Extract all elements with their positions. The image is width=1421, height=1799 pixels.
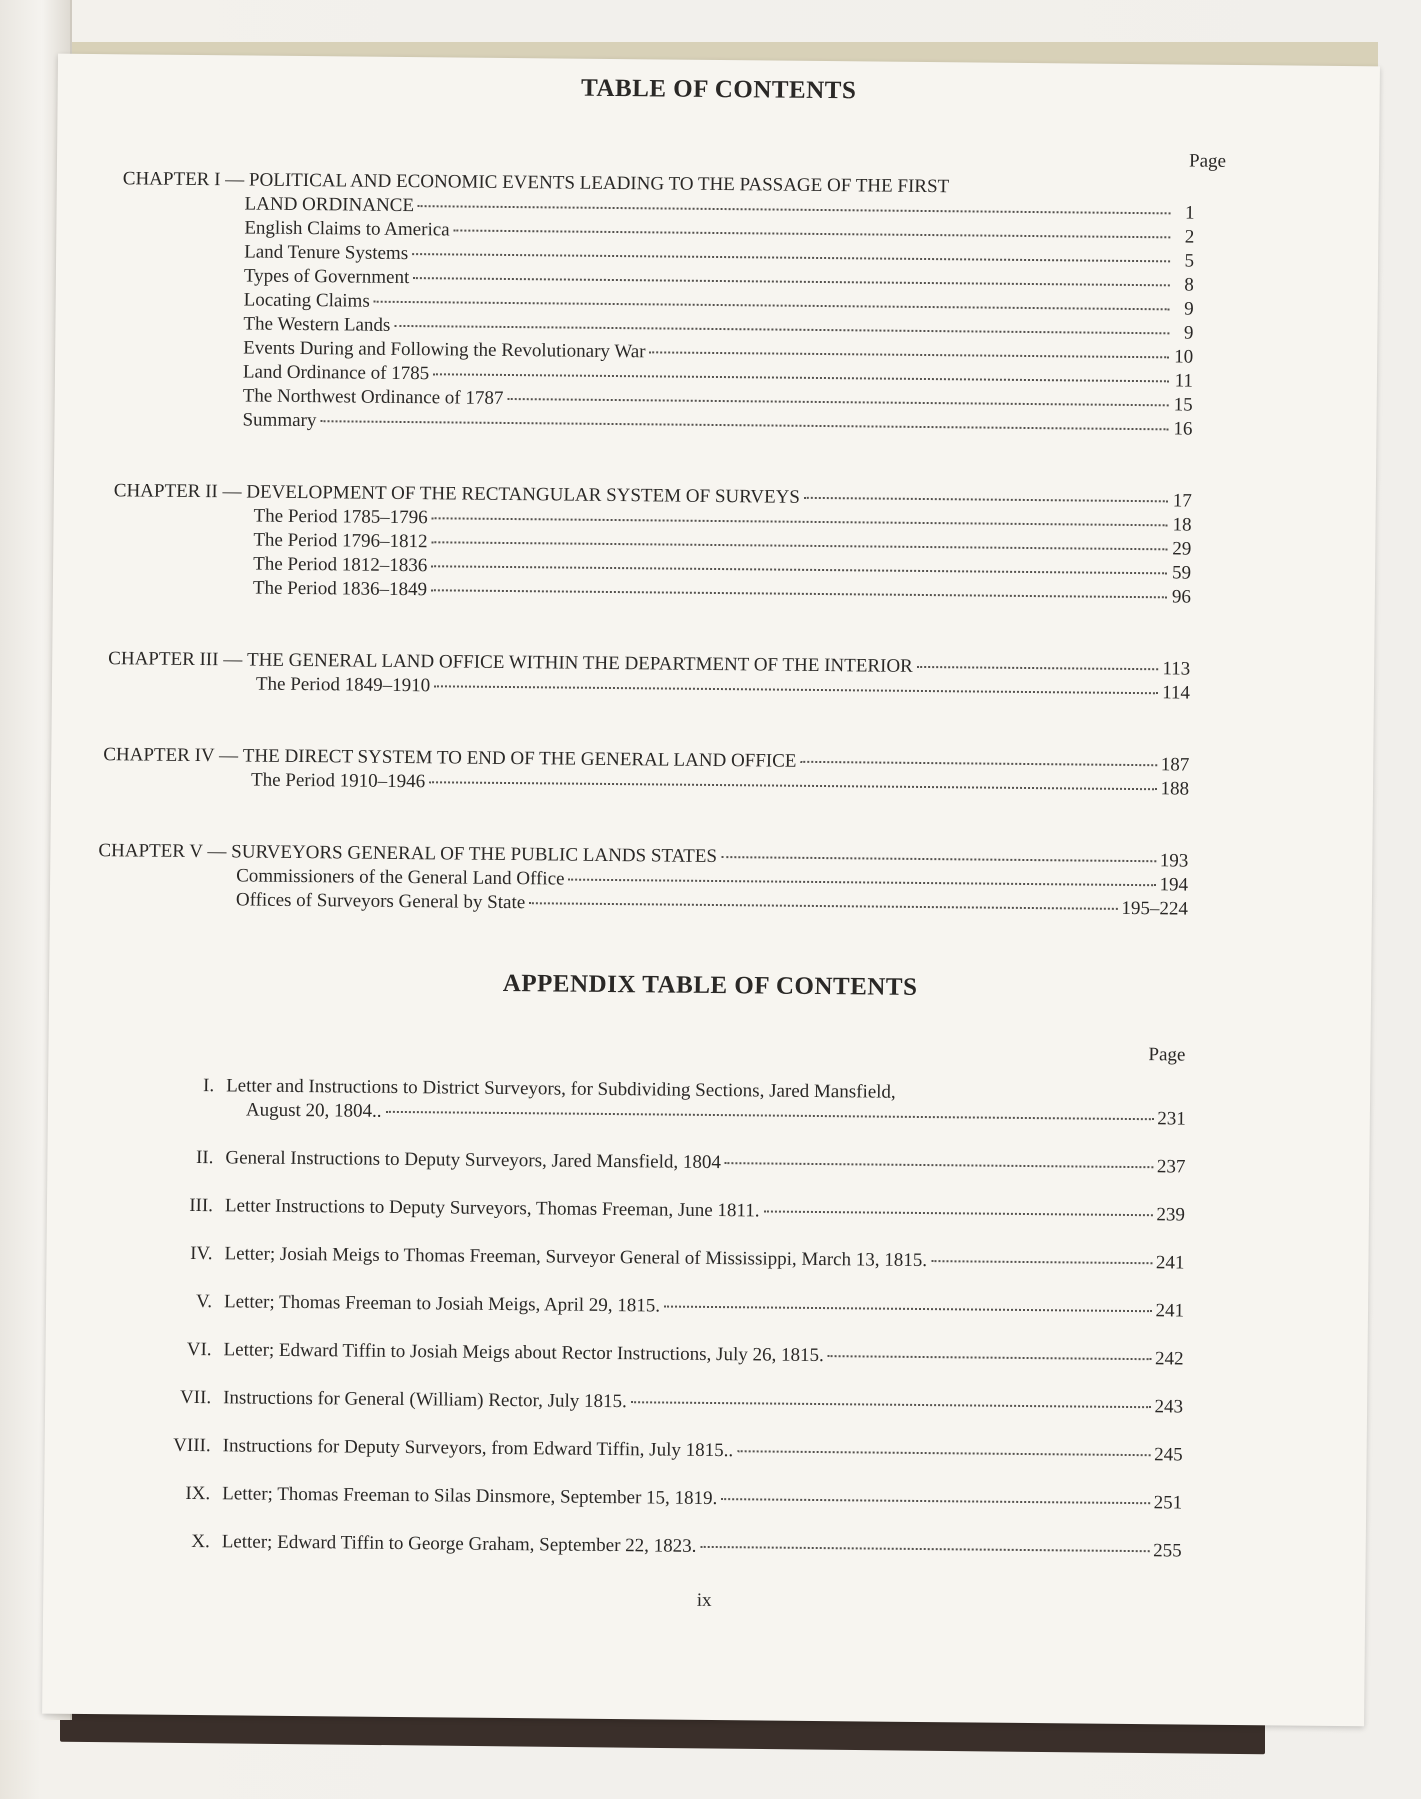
page-number: 242 — [1154, 1348, 1184, 1370]
page-number: 1 — [1184, 202, 1195, 224]
leader-dots — [432, 541, 1168, 550]
appendix-entry-title-continued: August 20, 1804.. — [245, 1099, 382, 1122]
leader-dots — [374, 301, 1170, 311]
section-title: Locating Claims — [243, 289, 370, 312]
appendix-entry-title: General Instructions to Deputy Surveyors, Jared Mansfield, 1804 — [225, 1147, 722, 1174]
roman-numeral: I. — [202, 1075, 215, 1097]
leader-dots — [431, 589, 1167, 598]
section-title: Land Tenure Systems — [244, 241, 409, 265]
page-number: 113 — [1162, 658, 1191, 680]
leader-dots — [800, 761, 1156, 766]
page-number: 241 — [1155, 1252, 1185, 1274]
leader-dots — [725, 1162, 1153, 1168]
chapter-label: CHAPTER IV — — [103, 744, 239, 767]
page-number: 114 — [1162, 682, 1191, 704]
roman-numeral: IV. — [190, 1242, 213, 1265]
appendix-entry-title: Letter; Thomas Freeman to Josiah Meigs, April 29, 1815. — [223, 1291, 661, 1317]
leader-dots — [433, 373, 1169, 382]
page-number: 15 — [1173, 394, 1193, 416]
section-title: English Claims to America — [244, 217, 450, 241]
appendix-entry — [111, 1434, 1183, 1466]
page-number: 194 — [1159, 874, 1189, 896]
appendix-entry-title: Letter Instructions to Deputy Surveyors, Thomas Freeman, June 1811. — [224, 1195, 760, 1222]
toc-title: TABLE OF CONTENTS — [580, 74, 857, 105]
appendix-entry — [114, 1074, 1186, 1130]
page-number: 8 — [1184, 274, 1194, 296]
leader-dots — [828, 1355, 1151, 1360]
leader-dots — [931, 1260, 1152, 1264]
chapter-label: CHAPTER III — — [108, 648, 243, 671]
page-number: 9 — [1183, 322, 1194, 344]
page-number: 16 — [1173, 418, 1193, 440]
section-title: The Western Lands — [243, 313, 391, 336]
appendix-entry-title: Letter; Thomas Freeman to Silas Dinsmore, September 15, 1819. — [222, 1483, 718, 1510]
page-number: 241 — [1155, 1300, 1185, 1322]
leader-dots — [721, 856, 1156, 862]
chapter-label: CHAPTER II — — [113, 480, 242, 503]
page-number: 243 — [1154, 1396, 1184, 1418]
leader-dots — [432, 517, 1168, 526]
roman-numeral: III. — [189, 1194, 214, 1217]
appendix-entry — [112, 1242, 1184, 1274]
roman-numeral: VII. — [179, 1386, 212, 1409]
leader-dots — [917, 666, 1159, 670]
page-folio: ix — [696, 1589, 712, 1611]
leader-dots — [434, 685, 1158, 694]
page-number: 237 — [1156, 1156, 1186, 1178]
page-number: 188 — [1160, 778, 1190, 800]
appendix-entry-title: Letter; Edward Tiffin to George Graham, September 22, 1823. — [221, 1531, 697, 1557]
appendix-entry — [111, 1338, 1183, 1370]
leader-dots — [386, 1111, 1154, 1120]
section-title: The Period 1849–1910 — [255, 673, 431, 697]
leader-dots — [412, 253, 1170, 262]
appendix-entry-title: Letter; Edward Tiffin to Josiah Meigs about Rector Instructions, July 26, 1815. — [223, 1339, 824, 1367]
chapter-title: THE GENERAL LAND OFFICE WITHIN THE DEPARTMENT OF THE INTERIOR — [246, 649, 913, 677]
chapter-title: DEVELOPMENT OF THE RECTANGULAR SYSTEM OF SURVEYS — [246, 481, 801, 508]
section-title: The Period 1812–1836 — [253, 553, 428, 577]
roman-numeral: II. — [195, 1147, 214, 1169]
page-number: 10 — [1174, 346, 1194, 368]
section-title: Types of Government — [243, 265, 410, 289]
page-number: 96 — [1171, 586, 1191, 608]
page-number: 231 — [1157, 1108, 1186, 1130]
appendix-entry — [113, 1146, 1185, 1178]
section-title: The Period 1836–1849 — [252, 577, 428, 601]
appendix-entry-title: Letter; Josiah Meigs to Thomas Freeman, Surveyor General of Mississippi, March 13, 1815. — [224, 1243, 928, 1272]
section-title: Land Ordinance of 1785 — [242, 361, 430, 385]
leader-dots — [721, 1498, 1149, 1504]
appendix-entry-title: Instructions for Deputy Surveyors, from Edward Tiffin, July 1815.. — [222, 1435, 734, 1462]
page-number: 255 — [1153, 1540, 1182, 1562]
page-number: 5 — [1184, 250, 1195, 272]
page-number: 187 — [1160, 754, 1190, 776]
chapter-title-continued: LAND ORDINANCE — [244, 193, 415, 217]
section-title: The Northwest Ordinance of 1787 — [242, 385, 504, 409]
leader-dots — [529, 902, 1117, 910]
chapter-title: SURVEYORS GENERAL OF THE PUBLIC LANDS STATES — [231, 841, 718, 868]
appendix-entry-line — [246, 1100, 1186, 1131]
toc-page-label: Page — [1188, 150, 1227, 172]
leader-dots — [507, 398, 1168, 406]
appendix-entry-title: Letter and Instructions to District Surveyors, for Subdividing Sections, Jared Mansfield, — [226, 1075, 896, 1103]
section-title: The Period 1910–1946 — [250, 769, 426, 793]
page-number: 18 — [1172, 514, 1192, 536]
roman-numeral: VI. — [186, 1338, 212, 1361]
leader-dots — [394, 325, 1169, 334]
appendix-entry — [113, 1194, 1185, 1226]
page-number: 11 — [1174, 370, 1194, 392]
page-number: 17 — [1172, 490, 1192, 512]
leader-dots — [320, 420, 1168, 430]
section-title: The Period 1785–1796 — [253, 505, 428, 529]
appendix-entry — [110, 1530, 1182, 1562]
appendix-page-label: Page — [1148, 1044, 1186, 1066]
chapter-label: CHAPTER I — — [122, 168, 245, 191]
page-number: 193 — [1159, 850, 1189, 872]
section-title: The Period 1796–1812 — [253, 529, 428, 553]
page-number: 2 — [1184, 226, 1195, 248]
leader-dots — [631, 1401, 1151, 1408]
section-title: Offices of Surveyors General by State — [235, 889, 526, 914]
section-title: Summary — [242, 409, 317, 432]
page-number: 195–224 — [1121, 897, 1188, 920]
leader-dots — [418, 205, 1171, 214]
leader-dots — [454, 229, 1171, 238]
leader-dots — [413, 277, 1170, 286]
appendix-title: APPENDIX TABLE OF CONTENTS — [502, 969, 918, 1001]
chapter-title: POLITICAL AND ECONOMIC EVENTS LEADING TO THE PASSAGE OF THE FIRST — [248, 169, 950, 198]
page-number: 245 — [1154, 1444, 1183, 1466]
leader-dots — [568, 879, 1155, 887]
page-number: 59 — [1171, 562, 1192, 584]
appendix-entry — [111, 1386, 1183, 1418]
leader-dots — [804, 497, 1168, 502]
chapter-label: CHAPTER V — — [98, 840, 227, 863]
section-title: Commissioners of the General Land Office — [236, 865, 565, 890]
leader-dots — [664, 1306, 1151, 1313]
leader-dots — [700, 1546, 1149, 1552]
roman-numeral: VIII. — [173, 1434, 211, 1457]
leader-dots — [737, 1450, 1150, 1456]
page-number: 251 — [1153, 1492, 1183, 1514]
page-number: 29 — [1172, 538, 1192, 560]
roman-numeral: V. — [195, 1291, 213, 1313]
book-page — [42, 54, 1380, 1727]
appendix-entry-title: Instructions for General (William) Rector, July 1815. — [223, 1387, 627, 1413]
roman-numeral: X. — [191, 1531, 210, 1553]
section-title: Events During and Following the Revolutionary War — [243, 337, 646, 363]
leader-dots — [650, 351, 1170, 358]
page-number: 239 — [1156, 1204, 1186, 1226]
chapter-title: THE DIRECT SYSTEM TO END OF THE GENERAL LAND OFFICE — [242, 745, 797, 772]
leader-dots — [429, 781, 1156, 790]
leader-dots — [431, 565, 1167, 574]
appendix-entry — [110, 1482, 1182, 1514]
appendix-entry — [112, 1290, 1184, 1322]
page-number: 9 — [1184, 298, 1194, 320]
leader-dots — [763, 1210, 1152, 1216]
roman-numeral: IX. — [185, 1482, 211, 1505]
